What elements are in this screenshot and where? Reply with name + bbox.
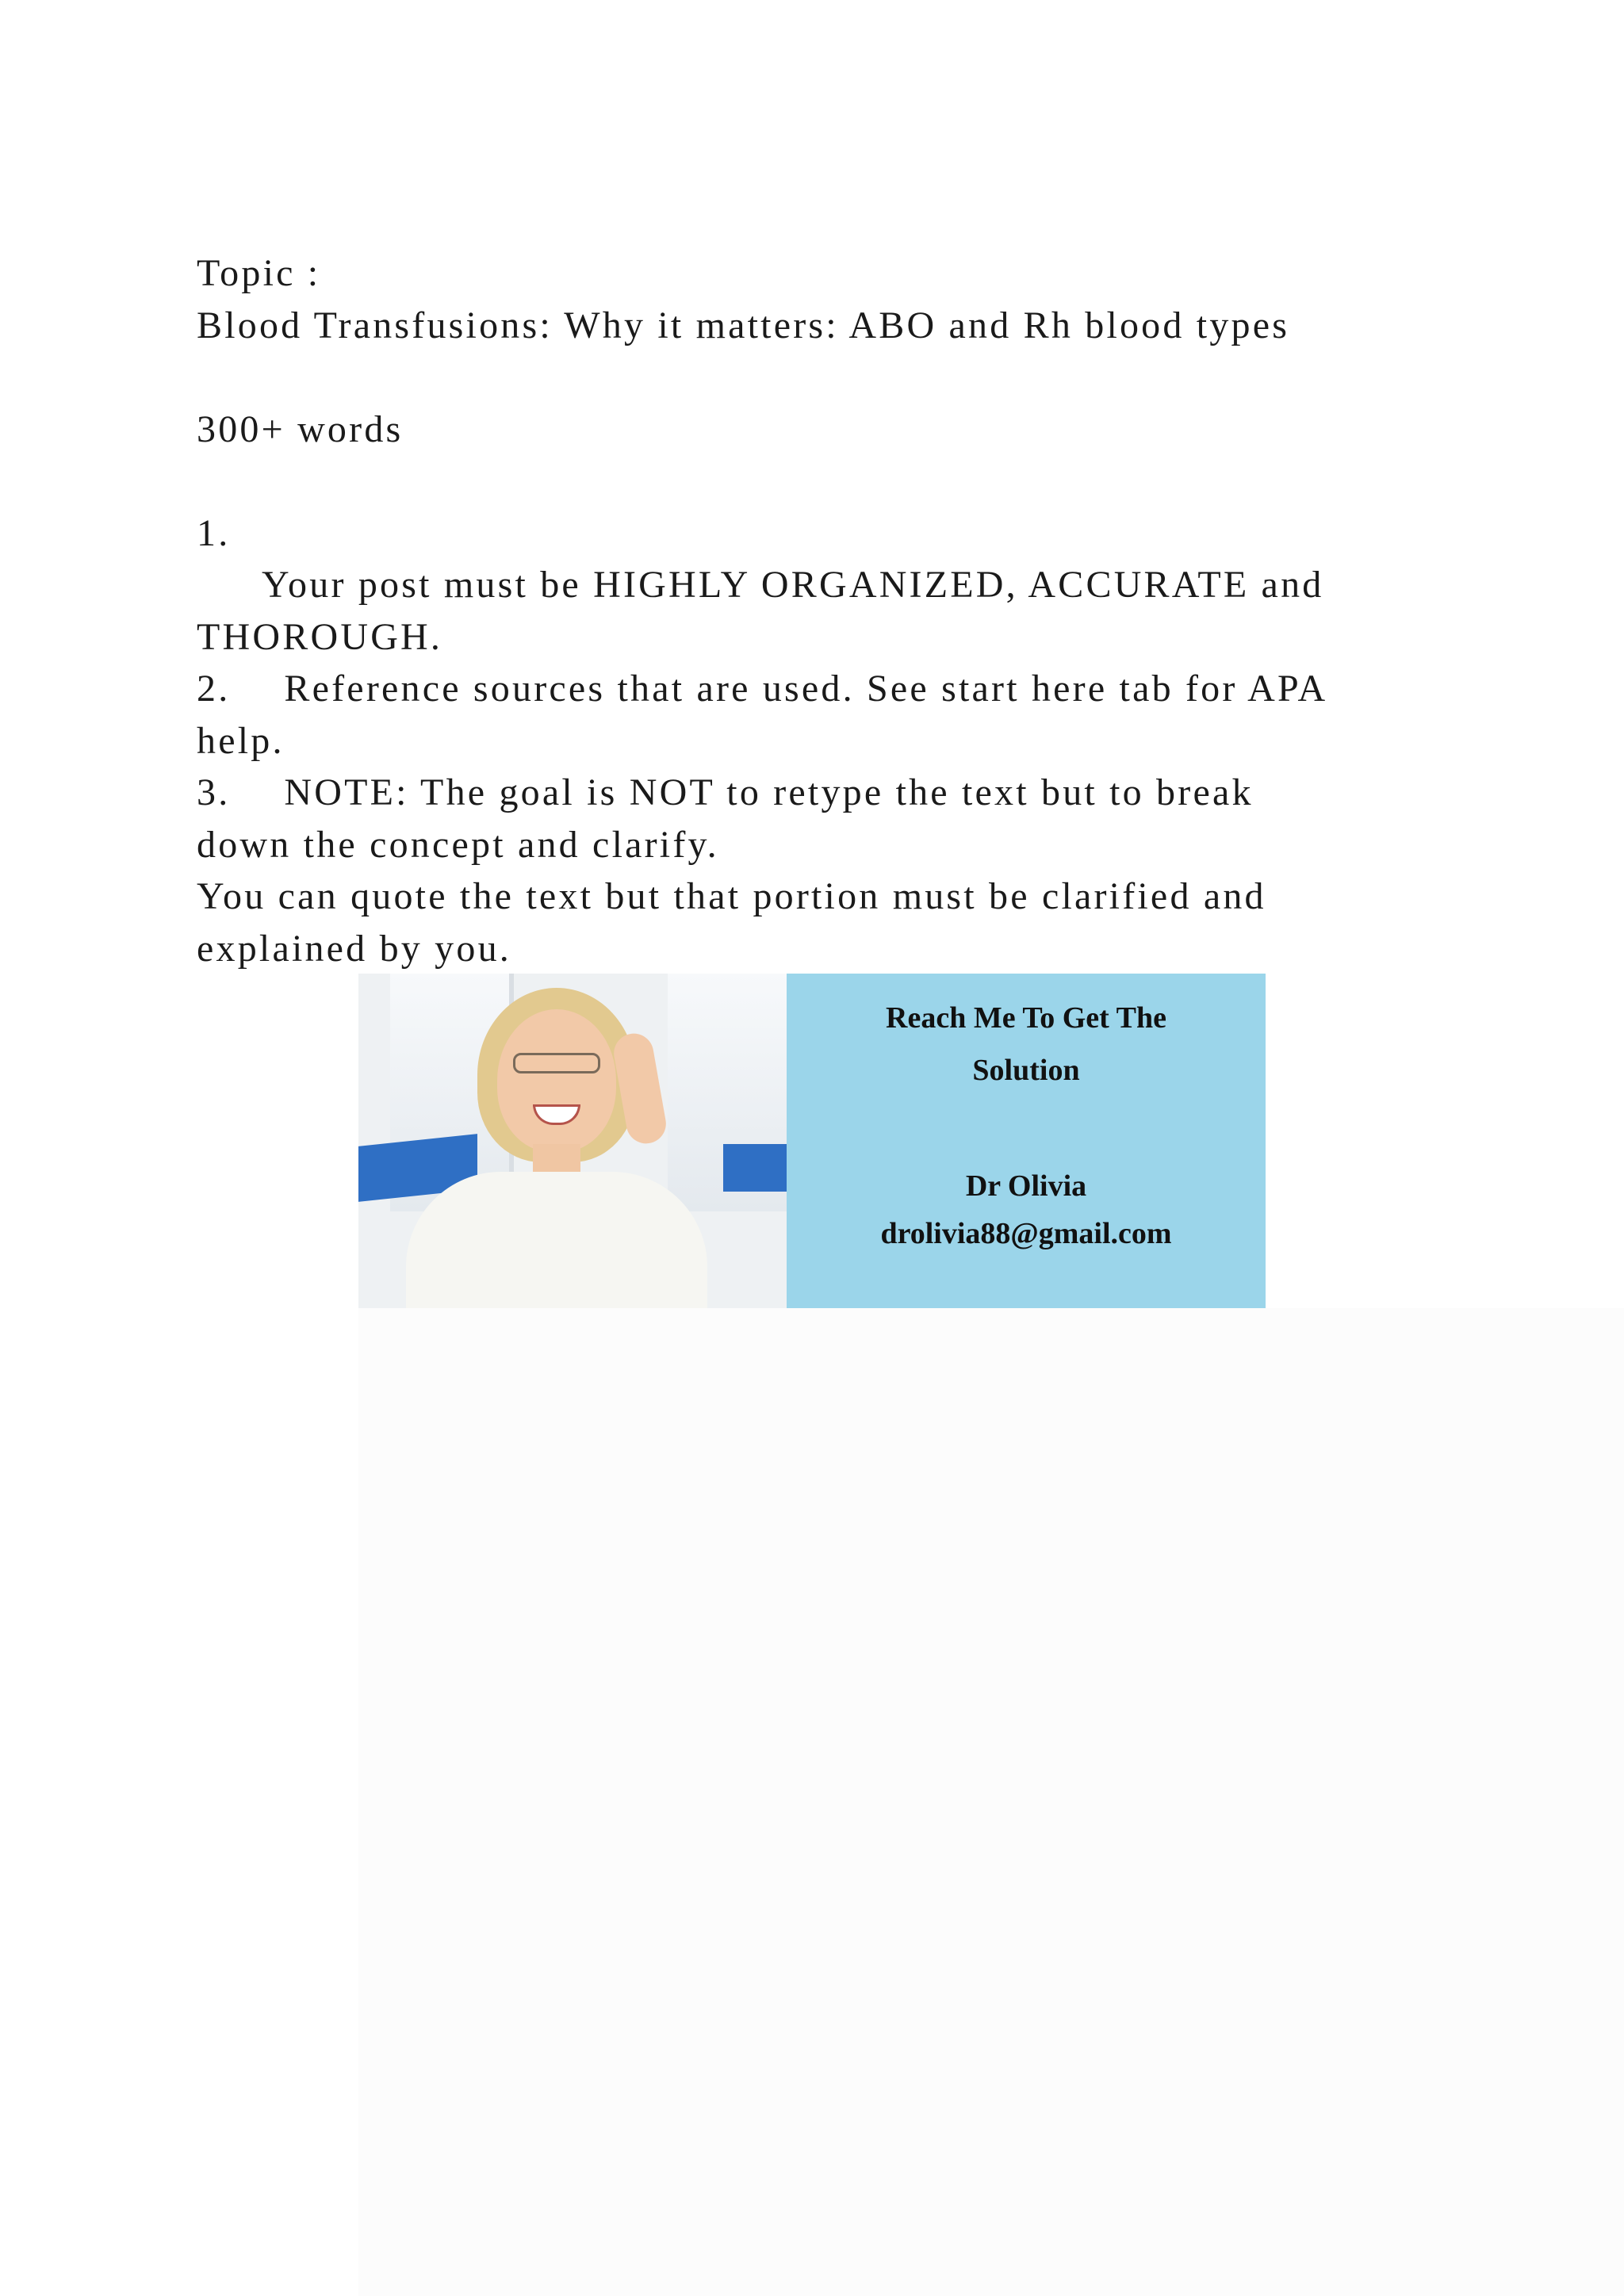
item-3-text: NOTE: The goal is NOT to retype the text but to break [284,771,1254,813]
item-1-number: 1. [197,511,231,554]
item-3-number: 3. [197,771,231,813]
blouse-shape [406,1172,707,1308]
blank-line [197,455,1434,507]
quote-note-cont: explained by you. [197,927,511,970]
woman-photo [358,974,787,1308]
glasses-shape [513,1053,600,1073]
word-count: 300+ words [197,408,404,450]
chair-shape [723,1144,787,1192]
blank-line [197,351,1434,404]
item-1-text-cont: THOROUGH. [197,615,443,658]
quote-note: You can quote the text but that portion must be clarified and [197,875,1266,917]
promo-banner [358,974,1266,1308]
promo-headline-cont: Solution [972,1054,1080,1087]
contact-email: drolivia88@gmail.com [880,1217,1172,1250]
face-shape [497,1009,616,1152]
promo-text-panel [787,974,1266,1308]
item-2-text-cont: help. [197,719,285,762]
item-3-text-cont: down the concept and clarify. [197,823,719,866]
item-2 [197,663,1434,715]
item-1-text: Your post must be HIGHLY ORGANIZED, ACCURATE and [262,564,1324,606]
faint-background-panel [358,1308,1624,2296]
item-2-number: 2. [197,668,231,710]
topic-label: Topic : [197,252,321,294]
promo-headline: Reach Me To Get The [886,1001,1166,1035]
item-2-text: Reference sources that are used. See start here tab for APA [284,668,1328,710]
item-3 [197,767,1434,819]
topic-title: Blood Transfusions: Why it matters: ABO and Rh blood types [197,304,1290,346]
contact-name: Dr Olivia [965,1169,1087,1203]
document-body [197,247,1434,974]
